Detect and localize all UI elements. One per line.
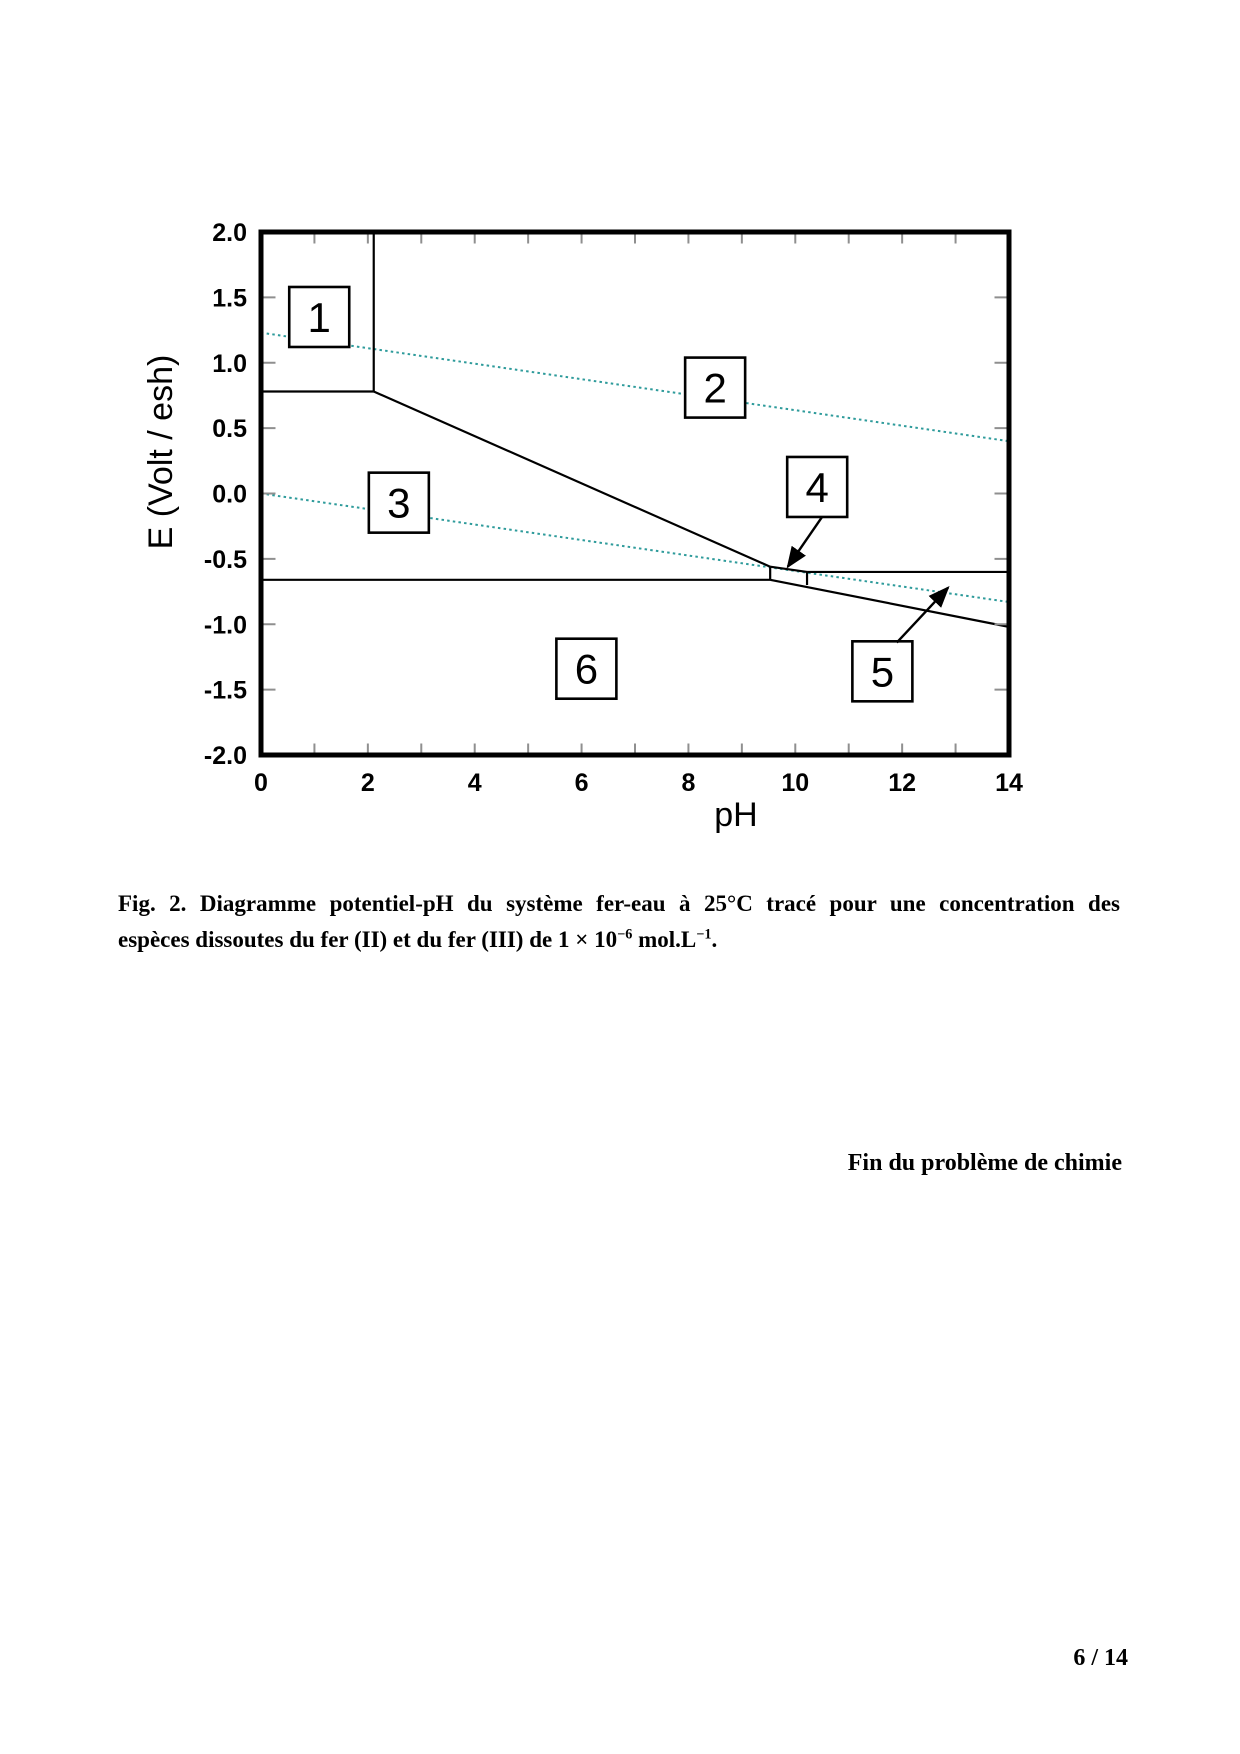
svg-text:-2.0: -2.0 (203, 742, 247, 770)
svg-text:1.0: 1.0 (212, 349, 247, 378)
svg-text:1: 1 (307, 293, 331, 341)
y-axis-title: E (Volt / esh) (142, 354, 180, 550)
svg-text:8: 8 (681, 769, 696, 797)
annotation-arrows (788, 517, 948, 643)
svg-text:6: 6 (574, 769, 589, 797)
svg-text:0: 0 (254, 769, 268, 797)
svg-text:2: 2 (703, 364, 727, 412)
caption-text: . (711, 927, 718, 952)
svg-text:6: 6 (574, 645, 599, 693)
region-label-5 (852, 641, 912, 701)
svg-text:0.5: 0.5 (212, 415, 247, 444)
region-label-4 (787, 457, 847, 517)
region-label-1 (289, 287, 349, 347)
svg-text:3: 3 (387, 479, 411, 527)
svg-text:12: 12 (888, 769, 917, 797)
svg-text:2.0: 2.0 (212, 219, 247, 247)
caption-text: espèces dissoutes du fer (II) et du fer (III) de 1 × 10 (118, 927, 618, 952)
page-number: 6 / 14 (1073, 1645, 1128, 1671)
figure-caption-line2 (118, 922, 1120, 958)
svg-text:14: 14 (995, 769, 1023, 797)
region-label-3 (369, 473, 429, 533)
region-label-6 (556, 639, 616, 699)
svg-text:2: 2 (360, 769, 375, 797)
boundary-lines (261, 232, 1009, 627)
region-labels (289, 287, 912, 701)
svg-text:0.0: 0.0 (212, 480, 247, 509)
figure-caption (118, 886, 1120, 958)
x-tick-labels (254, 769, 1023, 797)
svg-text:4: 4 (467, 769, 482, 797)
svg-text:-1.5: -1.5 (203, 676, 247, 705)
svg-text:10: 10 (781, 769, 810, 797)
svg-text:1.5: 1.5 (212, 284, 247, 313)
svg-text:-0.5: -0.5 (203, 545, 247, 574)
caption-exponent: −6 (617, 926, 633, 943)
caption-text: mol.L (632, 927, 697, 952)
caption-exponent: −1 (696, 926, 712, 943)
end-of-problem-note: Fin du problème de chimie (847, 1150, 1122, 1176)
svg-text:4: 4 (805, 463, 829, 511)
pourbaix-diagram (0, 0, 1240, 860)
svg-text:-1.0: -1.0 (203, 611, 247, 640)
svg-text:5: 5 (870, 648, 895, 696)
region-label-2 (685, 358, 745, 418)
y-tick-labels (204, 219, 247, 770)
x-axis-title: pH (714, 796, 758, 834)
figure-caption-line1: Fig. 2. Diagramme potentiel-pH du système fer-eau à 25°C tracé pour une concentration des (118, 891, 1120, 916)
